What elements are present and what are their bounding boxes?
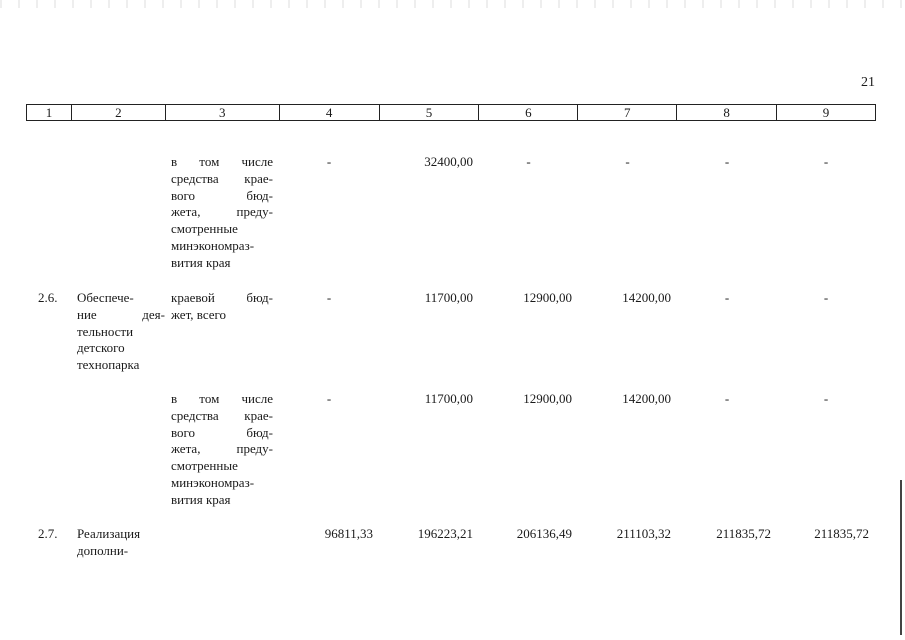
row-index: 2.6. — [38, 290, 58, 305]
row-index — [26, 391, 71, 509]
cell-col-7: 14200,00 — [622, 391, 671, 406]
row-name: Обеспече- ние дея- тельности детского технопарка — [77, 290, 165, 373]
cell-col-6: 12900,00 — [523, 290, 572, 305]
row-index — [26, 154, 71, 272]
cell-col-6: 206136,49 — [516, 526, 572, 541]
cell-col-4: 96811,33 — [324, 526, 373, 541]
cell-col-9: 211835,72 — [814, 526, 869, 541]
cell-col-9: - — [823, 154, 829, 169]
scan-artifact-right-edge — [900, 480, 902, 635]
row-name — [71, 154, 165, 272]
cell-col-6: 12900,00 — [523, 391, 572, 406]
cell-col-9: - — [823, 391, 829, 406]
cell-col-5: 11700,00 — [424, 290, 473, 305]
page-number: 21 — [861, 75, 875, 90]
header-col-7: 7 — [578, 105, 677, 120]
header-col-4: 4 — [280, 105, 380, 120]
table-row — [26, 154, 876, 272]
cell-col-5: 11700,00 — [424, 391, 473, 406]
header-col-2: 2 — [72, 105, 166, 120]
scan-artifact-top — [0, 0, 905, 8]
header-col-9: 9 — [822, 105, 830, 120]
row-funding-source: в том числе средства крае- вого бюд- жета, преду- смотренные минэкономраз- вития края — [171, 391, 273, 507]
cell-col-8: - — [724, 154, 730, 169]
row-name — [71, 391, 165, 509]
table-row — [26, 391, 876, 509]
header-col-8: 8 — [677, 105, 777, 120]
cell-col-8: 211835,72 — [716, 526, 771, 541]
cell-col-4: - — [326, 290, 332, 305]
row-funding-source — [165, 526, 279, 560]
table-row — [26, 290, 876, 374]
table-row — [26, 526, 876, 560]
cell-col-9: - — [823, 290, 829, 305]
cell-col-5: 32400,00 — [424, 154, 473, 169]
row-index: 2.7. — [38, 526, 58, 541]
row-funding-source: в том числе средства крае- вого бюд- жета, преду- смотренные минэкономраз- вития края — [171, 154, 273, 270]
header-col-6: 6 — [479, 105, 578, 120]
cell-col-8: - — [724, 391, 730, 406]
header-col-3: 3 — [166, 105, 280, 120]
header-col-5: 5 — [380, 105, 480, 120]
cell-col-7: 14200,00 — [622, 290, 671, 305]
cell-col-7: 211103,32 — [616, 526, 671, 541]
cell-col-8: - — [724, 290, 730, 305]
cell-col-4: - — [326, 154, 332, 169]
row-funding-source: краевой бюд- жет, всего — [171, 290, 273, 322]
cell-col-5: 196223,21 — [417, 526, 473, 541]
cell-col-7: - — [625, 154, 630, 169]
header-col-1: 1 — [27, 105, 72, 120]
cell-col-6: - — [526, 154, 531, 169]
row-name: Реализация дополни- — [77, 526, 141, 558]
table-header-row — [26, 104, 876, 121]
cell-col-4: - — [326, 391, 332, 406]
